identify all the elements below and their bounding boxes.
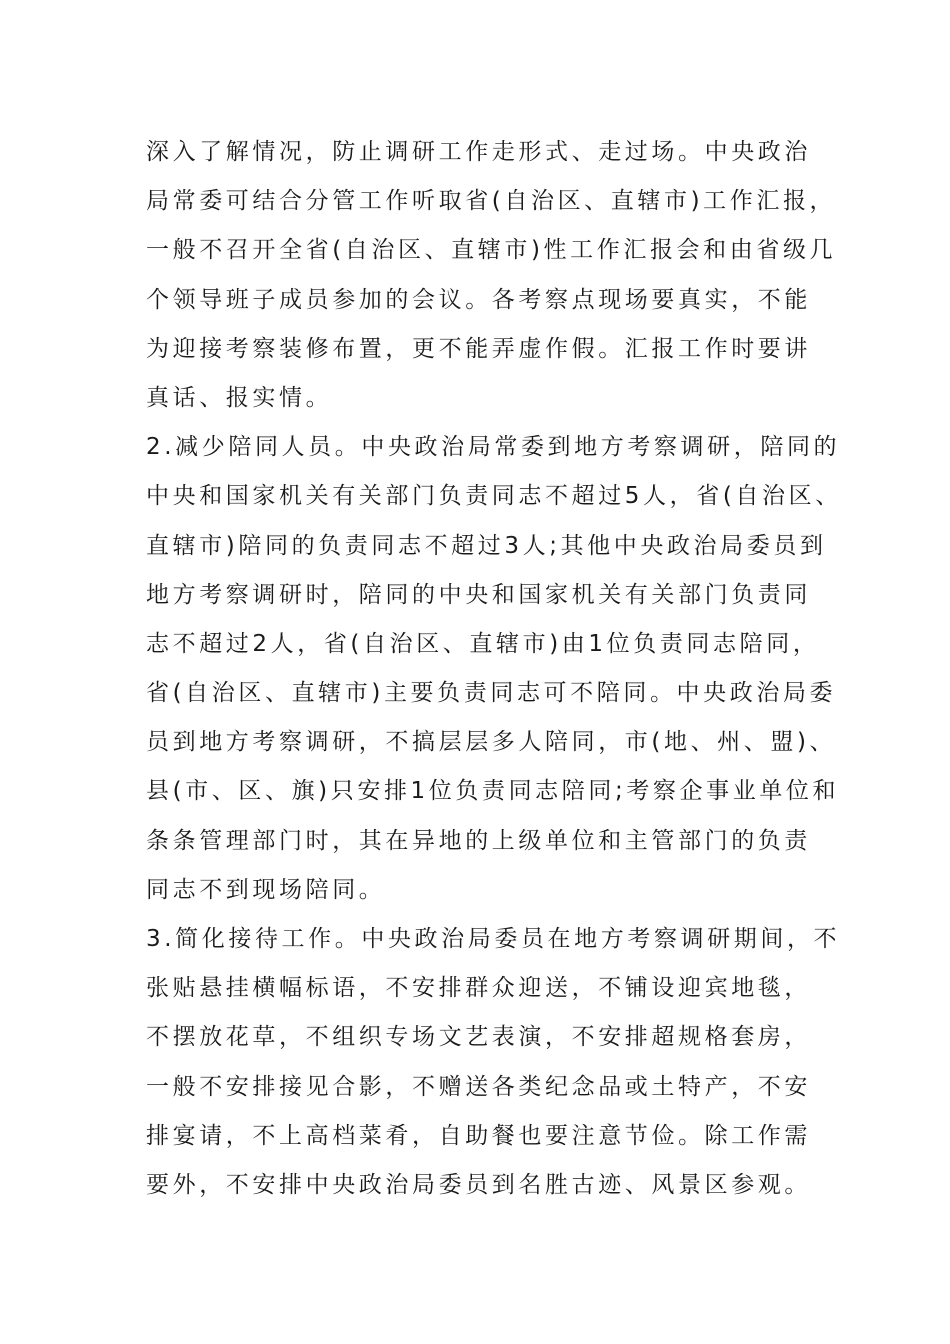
text-line: 排宴请，不上高档菜肴，自助餐也要注意节俭。除工作需 <box>146 1122 811 1149</box>
body-text <box>146 128 846 1210</box>
text-line: 志不超过2人，省(自治区、直辖市)由1位负责同志陪同， <box>146 630 820 657</box>
text-line: 张贴悬挂横幅标语，不安排群众迎送，不铺设迎宾地毯， <box>146 975 811 1002</box>
text-line: 真话、报实情。 <box>146 384 333 411</box>
text-line: 地方考察调研时，陪同的中央和国家机关有关部门负责同 <box>146 581 811 608</box>
text-line: 局常委可结合分管工作听取省(自治区、直辖市)工作汇报， <box>146 188 837 215</box>
text-line: 要外，不安排中央政治局委员到名胜古迹、风景区参观。 <box>146 1171 811 1198</box>
text-line: 一般不召开全省(自治区、直辖市)性工作汇报会和由省级几 <box>146 237 837 264</box>
text-line: 省(自治区、直辖市)主要负责同志可不陪同。中央政治局委 <box>146 680 837 707</box>
text-line: 不摆放花草，不组织专场文艺表演，不安排超规格套房， <box>146 1024 811 1051</box>
text-line: 一般不安排接见合影，不赠送各类纪念品或土特产，不安 <box>146 1073 811 1100</box>
text-line: 条条管理部门时，其在异地的上级单位和主管部门的负责 <box>146 827 811 854</box>
section-2-heading-line: 2.减少陪同人员。中央政治局常委到地方考察调研，陪同的 <box>146 434 841 461</box>
text-line: 同志不到现场陪同。 <box>146 876 386 903</box>
text-line: 个领导班子成员参加的会议。各考察点现场要真实，不能 <box>146 286 811 313</box>
text-line: 为迎接考察装修布置，更不能弄虚作假。汇报工作时要讲 <box>146 335 811 362</box>
text-line: 深入了解情况，防止调研工作走形式、走过场。中央政治 <box>146 139 811 165</box>
section-3-heading-line: 3.简化接待工作。中央政治局委员在地方考察调研期间，不 <box>146 926 841 952</box>
text-line: 中央和国家机关有关部门负责同志不超过5人，省(自治区、 <box>146 483 842 510</box>
text-line: 员到地方考察调研，不搞层层多人陪同，市(地、州、盟)、 <box>146 729 837 756</box>
text-line: 直辖市)陪同的负责同志不超过3人;其他中央政治局委员到 <box>146 532 827 559</box>
text-line: 县(市、区、旗)只安排1位负责同志陪同;考察企事业单位和 <box>146 778 840 805</box>
